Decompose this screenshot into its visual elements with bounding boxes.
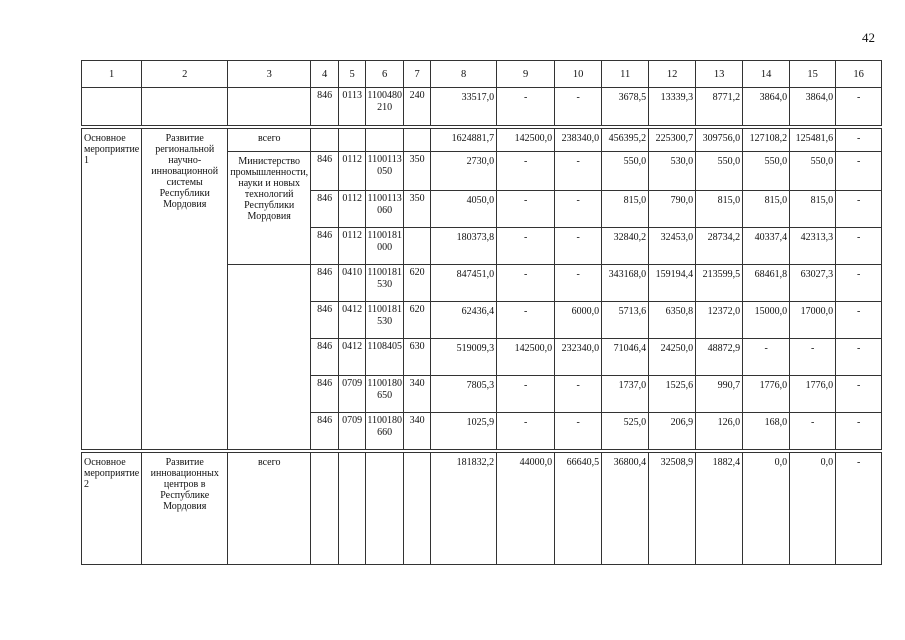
value-cell: 32508,9 bbox=[649, 453, 696, 565]
code-cell: 620 bbox=[404, 265, 431, 302]
value-cell: - bbox=[836, 129, 882, 152]
code-cell: 846 bbox=[311, 152, 339, 191]
value-cell: 24250,0 bbox=[649, 339, 696, 376]
value-cell: 456395,2 bbox=[602, 129, 649, 152]
value-cell: 6350,8 bbox=[649, 302, 696, 339]
empty-code-cell bbox=[366, 453, 404, 565]
value-cell: - bbox=[790, 339, 836, 376]
value-cell: - bbox=[555, 88, 602, 126]
value-cell: 44000,0 bbox=[497, 453, 555, 565]
code-cell: 846 bbox=[311, 413, 339, 450]
value-cell: 550,0 bbox=[790, 152, 836, 191]
total-label: всего bbox=[228, 453, 311, 565]
code-cell: 1100113050 bbox=[366, 152, 404, 191]
code-cell: 846 bbox=[311, 88, 339, 126]
column-number-header: 8 bbox=[431, 61, 497, 88]
value-cell: - bbox=[836, 376, 882, 413]
activity-description: Развитие региональной научно-инновационной системы Республики Мордовия bbox=[142, 129, 228, 450]
value-cell: 232340,0 bbox=[555, 339, 602, 376]
value-cell: 125481,6 bbox=[790, 129, 836, 152]
value-cell: - bbox=[836, 339, 882, 376]
value-cell: 142500,0 bbox=[497, 129, 555, 152]
code-cell: 1100181000 bbox=[366, 228, 404, 265]
table-row bbox=[82, 88, 882, 126]
value-cell: 815,0 bbox=[790, 191, 836, 228]
code-cell: 0412 bbox=[339, 339, 366, 376]
value-cell: 32453,0 bbox=[649, 228, 696, 265]
column-number-header: 14 bbox=[743, 61, 790, 88]
value-cell: 33517,0 bbox=[431, 88, 497, 126]
code-cell: 0412 bbox=[339, 302, 366, 339]
code-cell: 340 bbox=[404, 376, 431, 413]
value-cell: 3864,0 bbox=[790, 88, 836, 126]
value-cell: 1525,6 bbox=[649, 376, 696, 413]
value-cell: 519009,3 bbox=[431, 339, 497, 376]
value-cell: - bbox=[836, 302, 882, 339]
column-number-header: 4 bbox=[311, 61, 339, 88]
value-cell: 6000,0 bbox=[555, 302, 602, 339]
empty-code-cell bbox=[366, 129, 404, 152]
value-cell: - bbox=[836, 453, 882, 565]
code-cell: 0709 bbox=[339, 376, 366, 413]
total-label: всего bbox=[228, 129, 311, 152]
column-number-header: 9 bbox=[497, 61, 555, 88]
value-cell: - bbox=[497, 413, 555, 450]
code-cell: 620 bbox=[404, 302, 431, 339]
value-cell: 530,0 bbox=[649, 152, 696, 191]
empty-code-cell bbox=[311, 453, 339, 565]
value-cell: 525,0 bbox=[602, 413, 649, 450]
value-cell: - bbox=[555, 265, 602, 302]
column-number-header: 12 bbox=[649, 61, 696, 88]
column-number-header: 7 bbox=[404, 61, 431, 88]
code-cell: 1108405 bbox=[366, 339, 404, 376]
value-cell: 48872,9 bbox=[696, 339, 743, 376]
value-cell: - bbox=[836, 265, 882, 302]
code-cell: 0709 bbox=[339, 413, 366, 450]
column-number-header: 13 bbox=[696, 61, 743, 88]
code-cell: 846 bbox=[311, 228, 339, 265]
column-number-header: 3 bbox=[228, 61, 311, 88]
value-cell: 990,7 bbox=[696, 376, 743, 413]
value-cell: - bbox=[555, 152, 602, 191]
column-number-header: 6 bbox=[366, 61, 404, 88]
column-number-header: 16 bbox=[836, 61, 882, 88]
value-cell: 13339,3 bbox=[649, 88, 696, 126]
value-cell: 1776,0 bbox=[743, 376, 790, 413]
value-cell: 32840,2 bbox=[602, 228, 649, 265]
value-cell: - bbox=[743, 339, 790, 376]
empty-cell bbox=[228, 88, 311, 126]
empty-cell bbox=[142, 88, 228, 126]
column-number-header: 11 bbox=[602, 61, 649, 88]
empty-code-cell bbox=[311, 129, 339, 152]
value-cell: 17000,0 bbox=[790, 302, 836, 339]
value-cell: 181832,2 bbox=[431, 453, 497, 565]
page-number: 42 bbox=[862, 30, 875, 45]
value-cell: - bbox=[790, 413, 836, 450]
value-cell: 66640,5 bbox=[555, 453, 602, 565]
value-cell: 3678,5 bbox=[602, 88, 649, 126]
column-number-header: 15 bbox=[790, 61, 836, 88]
code-cell: 0113 bbox=[339, 88, 366, 126]
code-cell: 350 bbox=[404, 191, 431, 228]
value-cell: - bbox=[497, 191, 555, 228]
value-cell: 42313,3 bbox=[790, 228, 836, 265]
code-cell: 846 bbox=[311, 191, 339, 228]
value-cell: 127108,2 bbox=[743, 129, 790, 152]
value-cell: 309756,0 bbox=[696, 129, 743, 152]
code-cell: 1100480210 bbox=[366, 88, 404, 126]
value-cell: 0,0 bbox=[743, 453, 790, 565]
value-cell: 126,0 bbox=[696, 413, 743, 450]
value-cell: 1776,0 bbox=[790, 376, 836, 413]
value-cell: 1025,9 bbox=[431, 413, 497, 450]
value-cell: 1624881,7 bbox=[431, 129, 497, 152]
empty-code-cell bbox=[404, 129, 431, 152]
value-cell: 28734,2 bbox=[696, 228, 743, 265]
value-cell: - bbox=[497, 302, 555, 339]
code-cell: 350 bbox=[404, 152, 431, 191]
code-cell: 0112 bbox=[339, 191, 366, 228]
table-row bbox=[82, 129, 882, 152]
value-cell: - bbox=[836, 88, 882, 126]
header-row bbox=[82, 61, 882, 88]
value-cell: 63027,3 bbox=[790, 265, 836, 302]
value-cell: - bbox=[836, 191, 882, 228]
value-cell: - bbox=[497, 88, 555, 126]
value-cell: 3864,0 bbox=[743, 88, 790, 126]
value-cell: 0,0 bbox=[790, 453, 836, 565]
code-cell: 1100181530 bbox=[366, 302, 404, 339]
value-cell: 142500,0 bbox=[497, 339, 555, 376]
value-cell: 1882,4 bbox=[696, 453, 743, 565]
code-cell: 846 bbox=[311, 376, 339, 413]
code-cell: 846 bbox=[311, 265, 339, 302]
value-cell: 40337,4 bbox=[743, 228, 790, 265]
ministry-name: Министерство промышленности, науки и новых технологий Республики Мордовия bbox=[228, 152, 311, 265]
budget-table bbox=[81, 60, 882, 565]
code-cell: 1100113060 bbox=[366, 191, 404, 228]
empty-code-cell bbox=[404, 453, 431, 565]
value-cell: 12372,0 bbox=[696, 302, 743, 339]
value-cell: - bbox=[555, 228, 602, 265]
value-cell: - bbox=[836, 152, 882, 191]
value-cell: 68461,8 bbox=[743, 265, 790, 302]
value-cell: 847451,0 bbox=[431, 265, 497, 302]
value-cell: 159194,4 bbox=[649, 265, 696, 302]
value-cell: 815,0 bbox=[696, 191, 743, 228]
activity-name: Основное мероприятие 2 bbox=[82, 453, 142, 565]
value-cell: 815,0 bbox=[602, 191, 649, 228]
value-cell: 5713,6 bbox=[602, 302, 649, 339]
column-number-header: 10 bbox=[555, 61, 602, 88]
column-number-header: 5 bbox=[339, 61, 366, 88]
value-cell: - bbox=[497, 265, 555, 302]
value-cell: 36800,4 bbox=[602, 453, 649, 565]
value-cell: - bbox=[555, 413, 602, 450]
value-cell: 550,0 bbox=[743, 152, 790, 191]
value-cell: 206,9 bbox=[649, 413, 696, 450]
value-cell: 238340,0 bbox=[555, 129, 602, 152]
value-cell: 225300,7 bbox=[649, 129, 696, 152]
value-cell: 180373,8 bbox=[431, 228, 497, 265]
value-cell: 790,0 bbox=[649, 191, 696, 228]
code-cell: 846 bbox=[311, 302, 339, 339]
code-cell: 0410 bbox=[339, 265, 366, 302]
value-cell: 213599,5 bbox=[696, 265, 743, 302]
value-cell: 815,0 bbox=[743, 191, 790, 228]
value-cell: 71046,4 bbox=[602, 339, 649, 376]
value-cell: - bbox=[497, 376, 555, 413]
value-cell: - bbox=[555, 191, 602, 228]
value-cell: 343168,0 bbox=[602, 265, 649, 302]
code-cell: 240 bbox=[404, 88, 431, 126]
value-cell: 168,0 bbox=[743, 413, 790, 450]
column-number-header: 2 bbox=[142, 61, 228, 88]
value-cell: 8771,2 bbox=[696, 88, 743, 126]
code-cell: 1100181530 bbox=[366, 265, 404, 302]
code-cell: 846 bbox=[311, 339, 339, 376]
value-cell: 4050,0 bbox=[431, 191, 497, 228]
value-cell: 550,0 bbox=[602, 152, 649, 191]
value-cell: - bbox=[497, 228, 555, 265]
empty-code-cell bbox=[339, 129, 366, 152]
code-cell: 1100180650 bbox=[366, 376, 404, 413]
activity-description: Развитие инновационных центров в Республике Мордовия bbox=[142, 453, 228, 565]
code-cell bbox=[404, 228, 431, 265]
empty-cell bbox=[228, 265, 311, 450]
value-cell: - bbox=[555, 376, 602, 413]
value-cell: - bbox=[836, 413, 882, 450]
code-cell: 0112 bbox=[339, 228, 366, 265]
value-cell: 2730,0 bbox=[431, 152, 497, 191]
code-cell: 1100180660 bbox=[366, 413, 404, 450]
activity-name: Основное мероприятие 1 bbox=[82, 129, 142, 450]
code-cell: 340 bbox=[404, 413, 431, 450]
empty-code-cell bbox=[339, 453, 366, 565]
value-cell: 1737,0 bbox=[602, 376, 649, 413]
empty-cell bbox=[82, 88, 142, 126]
value-cell: - bbox=[497, 152, 555, 191]
value-cell: 15000,0 bbox=[743, 302, 790, 339]
code-cell: 0112 bbox=[339, 152, 366, 191]
value-cell: 550,0 bbox=[696, 152, 743, 191]
table-row bbox=[82, 453, 882, 565]
code-cell: 630 bbox=[404, 339, 431, 376]
column-number-header: 1 bbox=[82, 61, 142, 88]
value-cell: 62436,4 bbox=[431, 302, 497, 339]
value-cell: 7805,3 bbox=[431, 376, 497, 413]
value-cell: - bbox=[836, 228, 882, 265]
